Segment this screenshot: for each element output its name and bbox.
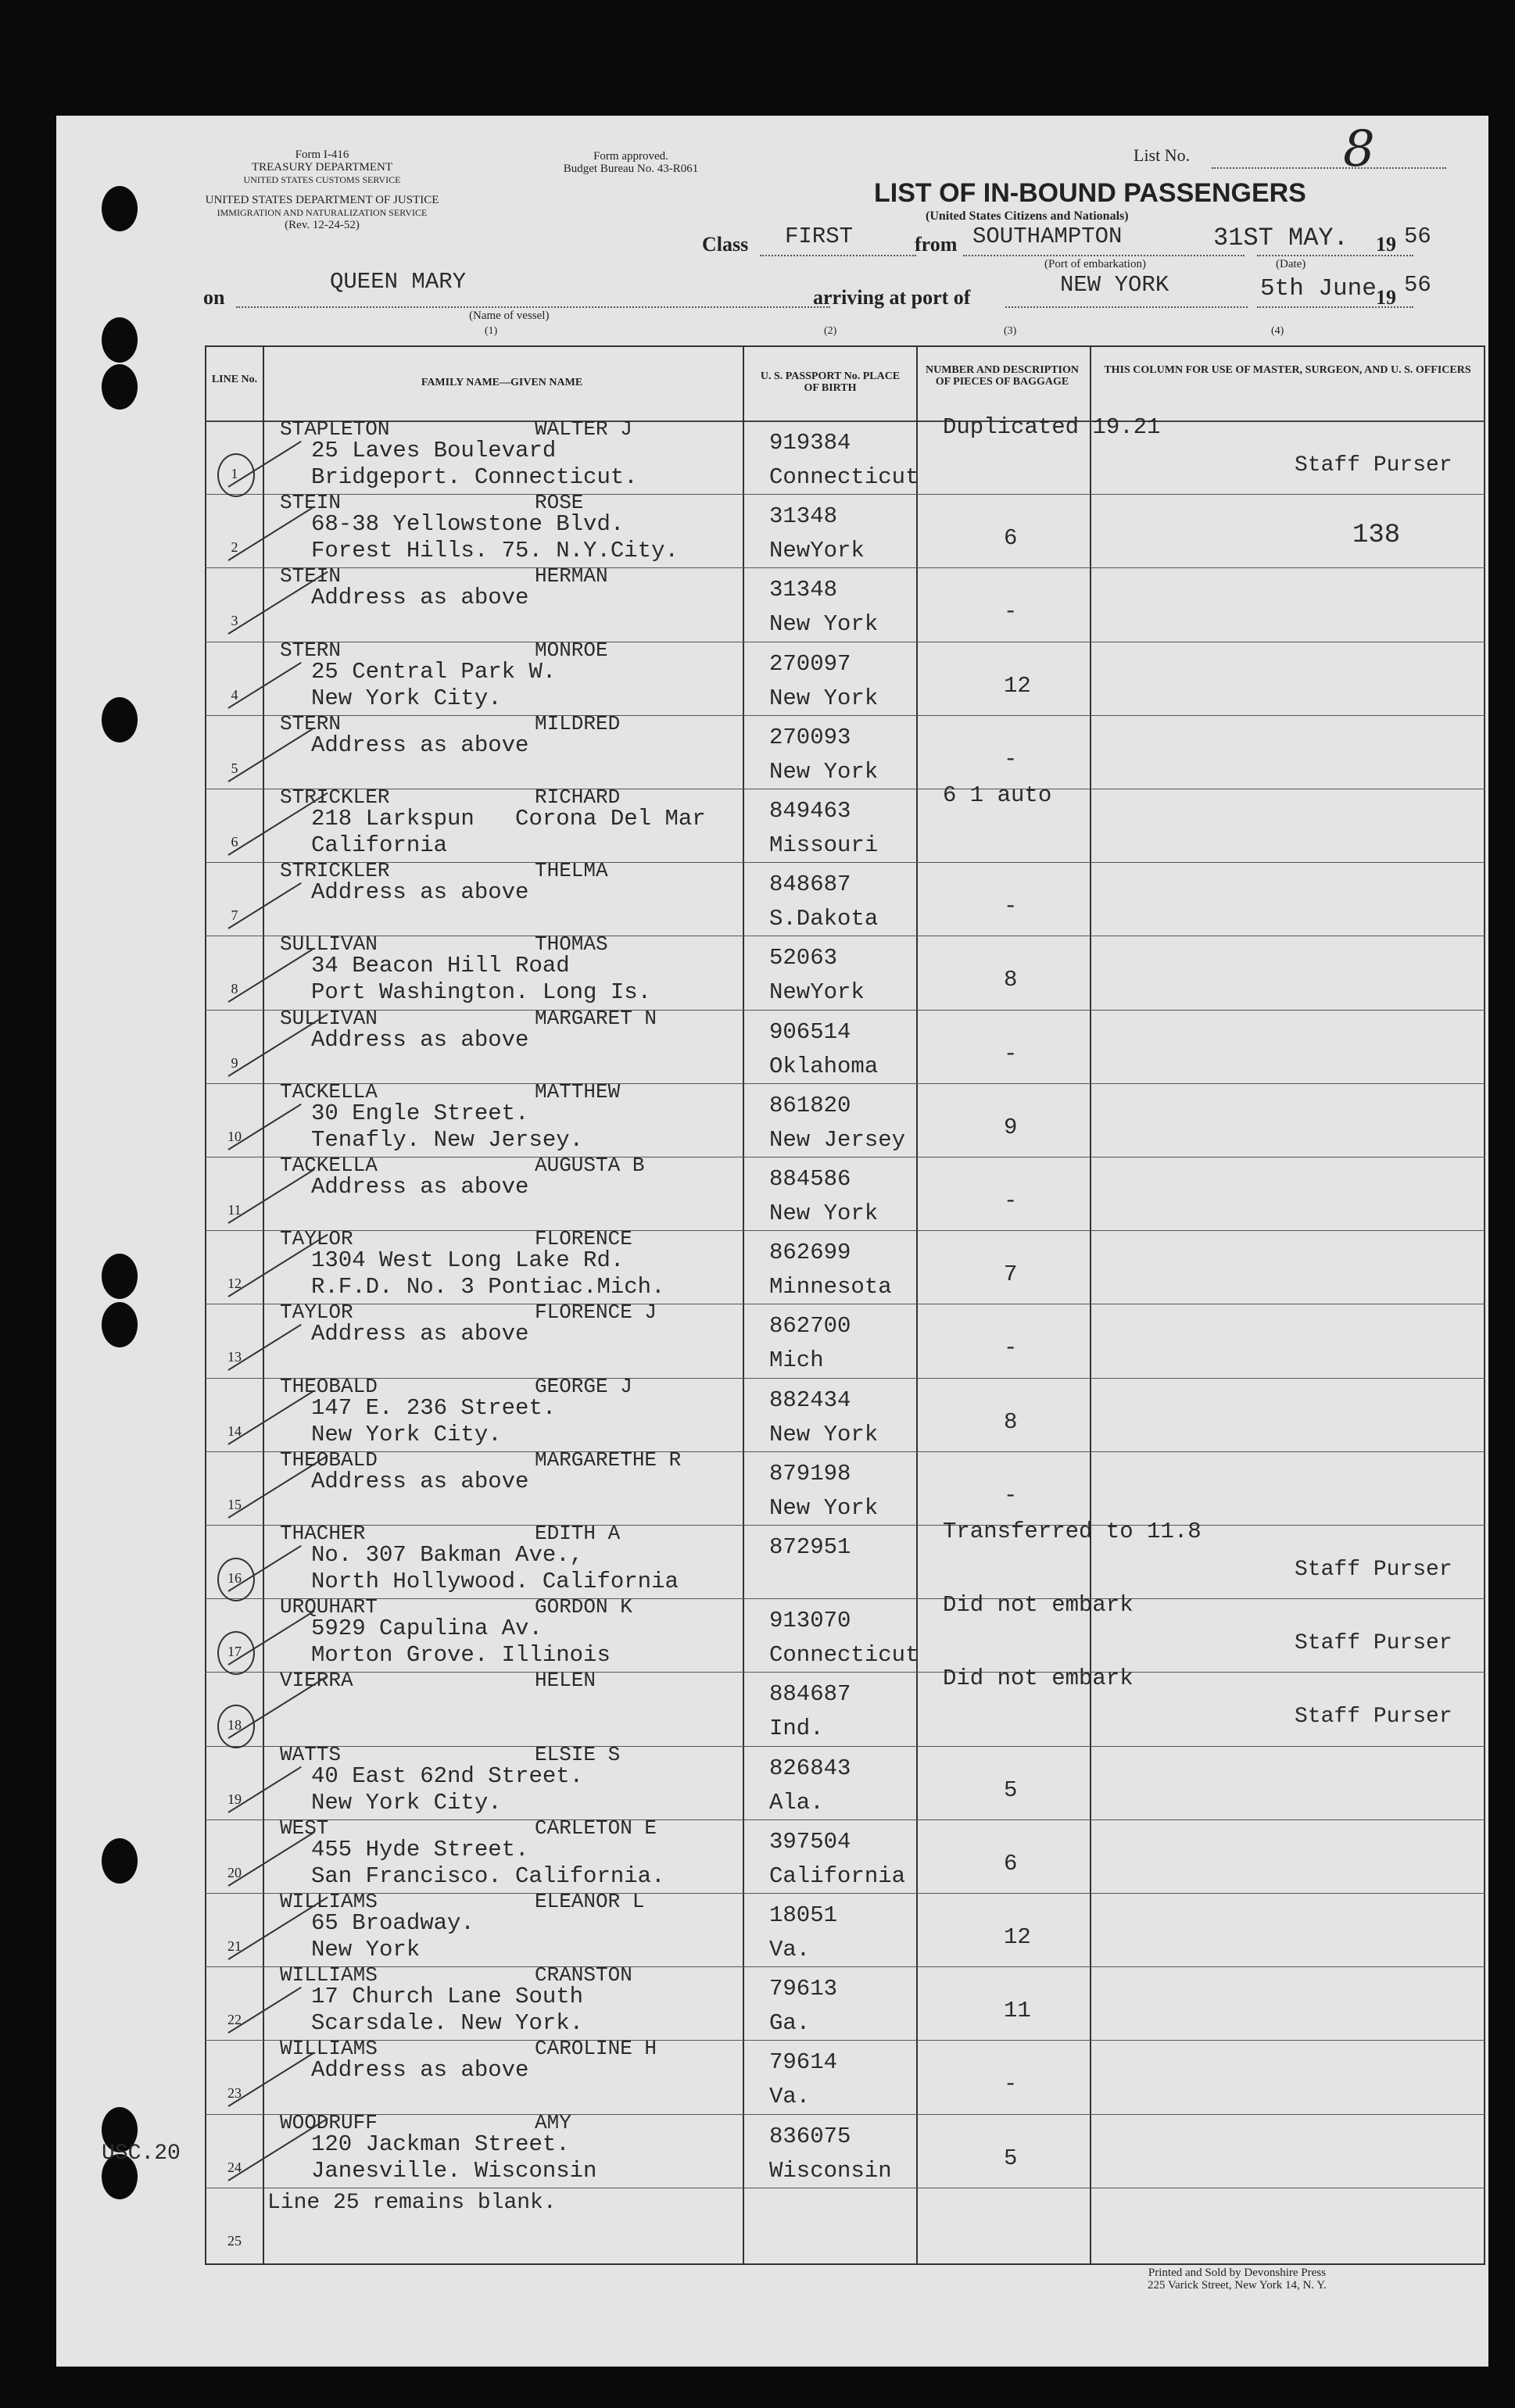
punch-hole bbox=[102, 1838, 138, 1884]
family-name: WILLIAMS bbox=[280, 1890, 378, 1913]
baggage: - bbox=[1004, 599, 1018, 625]
punch-hole bbox=[102, 317, 138, 363]
given-name: CRANSTON bbox=[535, 1963, 632, 1988]
punch-hole bbox=[102, 697, 138, 742]
family-name: SULLIVAN bbox=[280, 1006, 378, 1030]
line-number-circle bbox=[217, 453, 255, 497]
address-line-1: 218 Larkspun Corona Del Mar bbox=[311, 806, 706, 832]
line-number: 12 bbox=[227, 1276, 242, 1292]
row-rule bbox=[205, 862, 1485, 863]
list-no-label: List No. bbox=[1134, 145, 1191, 165]
place-of-birth: Minnesota bbox=[769, 1274, 892, 1301]
address-line-1: 68-38 Yellowstone Blvd. bbox=[311, 511, 625, 538]
baggage: 8 bbox=[1004, 1408, 1018, 1435]
row-rule bbox=[205, 1083, 1485, 1084]
col-no-1: (1) bbox=[485, 325, 498, 337]
passport-number: 879198 bbox=[769, 1460, 851, 1487]
line-number: 7 bbox=[231, 907, 238, 924]
row-rule bbox=[205, 1672, 1485, 1673]
baggage: 8 bbox=[1004, 967, 1018, 993]
row-rule bbox=[205, 2114, 1485, 2115]
address-line-2: North Hollywood. California bbox=[311, 1569, 679, 1594]
address-line-1: Address as above bbox=[311, 2057, 529, 2084]
arrival-port: NEW YORK bbox=[1060, 272, 1169, 298]
line-number: 21 bbox=[227, 1938, 242, 1954]
given-name: MARGARET N bbox=[535, 1006, 657, 1030]
given-name: GORDON K bbox=[535, 1595, 632, 1619]
date-note: (Date) bbox=[1276, 258, 1306, 270]
place-of-birth: Wisconsin bbox=[769, 2157, 892, 2184]
family-name: STERN bbox=[280, 638, 342, 662]
address-line-1: Address as above bbox=[311, 732, 529, 758]
line-number: 9 bbox=[231, 1054, 238, 1071]
passport-number: 31348 bbox=[769, 503, 838, 530]
place-of-birth: New York bbox=[769, 685, 879, 711]
address-line-2: Scarsdale. New York. bbox=[311, 2010, 584, 2037]
col-header-baggage: NUMBER AND DESCRIPTION OF PIECES OF BAGGAGE bbox=[925, 364, 1080, 388]
form-number: Form I-416 bbox=[295, 148, 349, 161]
address-line-1: Address as above bbox=[311, 879, 529, 906]
address-line-2: Port Washington. Long Is. bbox=[311, 979, 652, 1006]
line-number: 17 bbox=[227, 1644, 242, 1660]
address-line-1: 17 Church Lane South bbox=[311, 1984, 584, 2010]
header-bottom-rule bbox=[205, 420, 1485, 422]
address-line-1: Address as above bbox=[311, 1026, 529, 1053]
row-rule bbox=[205, 2040, 1485, 2041]
given-name: AUGUSTA B bbox=[535, 1154, 645, 1177]
officer-note: Staff Purser bbox=[1295, 1631, 1452, 1656]
family-name: SULLIVAN bbox=[280, 932, 378, 957]
officer-note: Staff Purser bbox=[1295, 453, 1452, 478]
address-line-1: 1304 West Long Lake Rd. bbox=[311, 1247, 625, 1274]
address-line-2: R.F.D. No. 3 Pontiac.Mich. bbox=[311, 1274, 665, 1301]
given-name: GEORGE J bbox=[535, 1374, 632, 1398]
given-name: MONROE bbox=[535, 638, 608, 662]
row-rule bbox=[205, 1010, 1485, 1011]
embark-date: 31ST MAY. bbox=[1213, 224, 1348, 252]
form-approved: Form approved. bbox=[593, 150, 668, 163]
baggage: 5 bbox=[1004, 1776, 1018, 1803]
line-number: 23 bbox=[227, 2085, 242, 2102]
col-no-4: (4) bbox=[1271, 325, 1284, 337]
address-line-1: 40 East 62nd Street. bbox=[311, 1762, 584, 1789]
form-id-block bbox=[220, 148, 424, 186]
place-of-birth: New York bbox=[769, 758, 879, 785]
passport-number: 79613 bbox=[769, 1976, 838, 2002]
address-line-2: New York City. bbox=[311, 1421, 502, 1447]
treasury-dept: TREASURY DEPARTMENT bbox=[251, 161, 393, 174]
row-rule bbox=[205, 1746, 1485, 1747]
family-name: TACKELLA bbox=[280, 1079, 378, 1104]
baggage: 6 bbox=[1004, 525, 1018, 552]
place-of-birth: Mich bbox=[769, 1347, 824, 1374]
place-of-birth: New York bbox=[769, 1421, 879, 1447]
baggage: - bbox=[1004, 1040, 1018, 1067]
place-of-birth: S.Dakota bbox=[769, 906, 879, 932]
passport-number: 18051 bbox=[769, 1902, 838, 1928]
passport-number: 884586 bbox=[769, 1166, 851, 1192]
on-label: on bbox=[203, 286, 225, 309]
passport-number: 31348 bbox=[769, 577, 838, 603]
line-number-circle bbox=[217, 1705, 255, 1748]
passport-number: 906514 bbox=[769, 1018, 851, 1045]
col-header-officers: THIS COLUMN FOR USE OF MASTER, SURGEON, AND U. S. OFFICERS bbox=[1104, 364, 1471, 376]
line-number: 8 bbox=[231, 981, 238, 997]
line-number: 1 bbox=[231, 466, 238, 481]
baggage: - bbox=[1004, 746, 1018, 772]
baggage: Did not embark bbox=[943, 1666, 1134, 1692]
given-name: THOMAS bbox=[535, 932, 608, 957]
ins-service: IMMIGRATION AND NATURALIZATION SERVICE bbox=[217, 207, 428, 218]
punch-hole bbox=[102, 364, 138, 410]
family-name: URQUHART bbox=[280, 1595, 378, 1619]
printer-address: 225 Varick Street, New York 14, N. Y. bbox=[1148, 2279, 1327, 2292]
printer-name: Printed and Sold by Devonshire Press bbox=[1148, 2267, 1326, 2279]
line-number: 10 bbox=[227, 1128, 242, 1144]
col-no-3: (3) bbox=[1004, 325, 1017, 337]
passport-number: 836075 bbox=[769, 2123, 851, 2149]
address-line-1: 25 Central Park W. bbox=[311, 658, 557, 685]
address-line-1: 455 Hyde Street. bbox=[311, 1836, 529, 1862]
line-number: 13 bbox=[227, 1349, 242, 1365]
given-name: CARLETON E bbox=[535, 1816, 657, 1840]
col-no-2: (2) bbox=[824, 325, 837, 337]
line-number: 19 bbox=[227, 1791, 242, 1807]
place-of-birth: Ala. bbox=[769, 1789, 824, 1816]
line-number: 22 bbox=[227, 2012, 242, 2028]
given-name: WALTER J bbox=[535, 417, 632, 441]
baggage: - bbox=[1004, 893, 1018, 920]
place-of-birth: NewYork bbox=[769, 538, 865, 564]
passport-number: 52063 bbox=[769, 945, 838, 971]
given-name: EDITH A bbox=[535, 1522, 621, 1545]
line-number: 25 bbox=[227, 2232, 242, 2249]
baggage: 7 bbox=[1004, 1261, 1018, 1288]
passport-number: 862699 bbox=[769, 1240, 851, 1266]
given-name: HERMAN bbox=[535, 564, 608, 589]
punch-hole bbox=[102, 1254, 138, 1299]
vessel-line bbox=[236, 306, 830, 308]
place-of-birth: Missouri bbox=[769, 832, 879, 858]
justice-block bbox=[205, 194, 439, 231]
line-number: 18 bbox=[227, 1717, 242, 1734]
year-prefix: 19 bbox=[1376, 233, 1396, 256]
approval-block bbox=[541, 150, 721, 175]
given-name: ELEANOR L bbox=[535, 1890, 645, 1913]
vessel-note: (Name of vessel) bbox=[469, 309, 550, 322]
list-no-value: 8 bbox=[1343, 120, 1375, 178]
address-line-1: 120 Jackman Street. bbox=[311, 2131, 570, 2157]
list-no-line bbox=[1212, 167, 1446, 169]
line-number: 24 bbox=[227, 2159, 242, 2175]
family-name: STEIN bbox=[280, 564, 342, 589]
address-line-2: New York City. bbox=[311, 685, 502, 711]
line-number: 11 bbox=[227, 1202, 242, 1218]
passport-number: 849463 bbox=[769, 798, 851, 824]
row-rule bbox=[205, 1598, 1485, 1599]
page-subtitle: (United States Citizens and Nationals) bbox=[926, 209, 1129, 223]
row-rule bbox=[205, 567, 1485, 568]
place-of-birth: New York bbox=[769, 1200, 879, 1226]
officer-note: Staff Purser bbox=[1295, 1705, 1452, 1730]
budget-bureau: Budget Bureau No. 43-R061 bbox=[563, 163, 699, 175]
baggage: - bbox=[1004, 1188, 1018, 1214]
class-line bbox=[760, 255, 916, 256]
family-name: WOODRUFF bbox=[280, 2110, 378, 2134]
baggage: 12 bbox=[1004, 1924, 1031, 1950]
row-rule bbox=[205, 715, 1485, 716]
line-number: 14 bbox=[227, 1422, 242, 1439]
address-line-1: Address as above bbox=[311, 1174, 529, 1200]
address-line-1: 25 Laves Boulevard bbox=[311, 438, 557, 463]
from-line bbox=[963, 255, 1245, 256]
embark-year: 56 bbox=[1404, 224, 1431, 249]
vessel-name: QUEEN MARY bbox=[330, 269, 467, 295]
given-name: FLORENCE bbox=[535, 1227, 632, 1251]
justice-dept: UNITED STATES DEPARTMENT OF JUSTICE bbox=[205, 194, 439, 206]
row-rule bbox=[205, 1378, 1485, 1379]
printer-credit bbox=[1148, 2267, 1327, 2292]
arrival-year: 56 bbox=[1404, 272, 1431, 298]
family-name: STRICKLER bbox=[280, 859, 390, 883]
baggage: 6 1 auto bbox=[943, 782, 1052, 808]
page-title: LIST OF IN-BOUND PASSENGERS bbox=[874, 178, 1306, 208]
passport-number: 848687 bbox=[769, 871, 851, 898]
officer-note: 138 bbox=[1352, 521, 1401, 551]
place-of-birth: California bbox=[769, 1862, 906, 1889]
line-number: 4 bbox=[231, 686, 238, 703]
given-name: ROSE bbox=[535, 491, 584, 515]
port-embark-note: (Port of embarkation) bbox=[1044, 258, 1146, 270]
baggage: Transferred to 11.8 bbox=[943, 1519, 1202, 1544]
baggage: Did not embark bbox=[943, 1592, 1134, 1619]
family-name: THEOBALD bbox=[280, 1374, 378, 1398]
address-line-1: 65 Broadway. bbox=[311, 1910, 475, 1936]
given-name: HELEN bbox=[535, 1669, 596, 1693]
form-revision: (Rev. 12-24-52) bbox=[285, 219, 360, 231]
row-rule bbox=[205, 1451, 1485, 1452]
family-name: STAPLETON bbox=[280, 417, 390, 441]
class-value: FIRST bbox=[785, 224, 854, 249]
line-number: 6 bbox=[231, 834, 238, 850]
baggage: Duplicated 19.21 bbox=[943, 414, 1161, 440]
family-name: STERN bbox=[280, 711, 342, 735]
family-name: STRICKLER bbox=[280, 785, 390, 809]
address-line-1: Address as above bbox=[311, 1468, 529, 1494]
place-of-birth: Va. bbox=[769, 2084, 811, 2110]
family-name: THEOBALD bbox=[280, 1447, 378, 1472]
given-name: FLORENCE J bbox=[535, 1301, 657, 1325]
place-of-birth: Ind. bbox=[769, 1716, 824, 1742]
class-label: Class bbox=[702, 233, 749, 256]
row-rule bbox=[205, 1893, 1485, 1894]
baggage: - bbox=[1004, 1335, 1018, 1361]
baggage: 6 bbox=[1004, 1850, 1018, 1877]
punch-hole bbox=[102, 1302, 138, 1347]
address-line-2: Forest Hills. 75. N.Y.City. bbox=[311, 538, 679, 564]
family-name: WATTS bbox=[280, 1742, 342, 1766]
arrival-year-prefix: 19 bbox=[1376, 286, 1396, 309]
family-name: VIERRA bbox=[280, 1669, 353, 1693]
passport-number: 79614 bbox=[769, 2049, 838, 2076]
place-of-birth: NewYork bbox=[769, 979, 865, 1006]
officer-note: Staff Purser bbox=[1295, 1558, 1452, 1582]
baggage: 12 bbox=[1004, 672, 1031, 699]
family-name: WEST bbox=[280, 1816, 329, 1840]
given-name: ELSIE S bbox=[535, 1742, 621, 1766]
line-number: 5 bbox=[231, 760, 238, 776]
passport-number: 826843 bbox=[769, 1755, 851, 1781]
given-name: MARGARETHE R bbox=[535, 1447, 682, 1472]
place-of-birth: New Jersey bbox=[769, 1126, 906, 1153]
passport-number: 884687 bbox=[769, 1681, 851, 1708]
line-number: 3 bbox=[231, 613, 238, 629]
from-label: from bbox=[915, 233, 958, 256]
blank-line-note: Line 25 remains blank. bbox=[267, 2190, 557, 2215]
col-header-name: FAMILY NAME—GIVEN NAME bbox=[421, 377, 583, 388]
given-name: THELMA bbox=[535, 859, 608, 883]
given-name: CAROLINE H bbox=[535, 2037, 657, 2061]
address-line-2: New York bbox=[311, 1937, 421, 1963]
place-of-birth: Ga. bbox=[769, 2010, 811, 2037]
given-name: MILDRED bbox=[535, 711, 621, 735]
address-line-1: Address as above bbox=[311, 585, 529, 611]
family-name: WILLIAMS bbox=[280, 2037, 378, 2061]
given-name: AMY bbox=[535, 2110, 571, 2134]
manifest-page bbox=[56, 116, 1488, 2367]
passport-number: 270093 bbox=[769, 724, 851, 750]
address-line-2: Tenafly. New Jersey. bbox=[311, 1126, 584, 1153]
family-name: TAYLOR bbox=[280, 1301, 353, 1325]
address-line-2: Bridgeport. Connecticut. bbox=[311, 464, 638, 490]
address-line-1: 5929 Capulina Av. bbox=[311, 1615, 543, 1642]
passport-number: 862700 bbox=[769, 1313, 851, 1340]
passport-number: 913070 bbox=[769, 1608, 851, 1634]
place-of-birth: Va. bbox=[769, 1937, 811, 1963]
line-number: 20 bbox=[227, 1864, 242, 1880]
address-line-2: Janesville. Wisconsin bbox=[311, 2157, 597, 2184]
row-rule bbox=[205, 1819, 1485, 1820]
family-name: WILLIAMS bbox=[280, 1963, 378, 1988]
given-name: RICHARD bbox=[535, 785, 621, 809]
col-header-line-no: LINE No. bbox=[211, 374, 258, 385]
given-name: MATTHEW bbox=[535, 1079, 621, 1104]
row-rule bbox=[205, 1966, 1485, 1967]
customs-service: UNITED STATES CUSTOMS SERVICE bbox=[243, 174, 401, 185]
passport-number: 872951 bbox=[769, 1534, 851, 1560]
passport-number: 919384 bbox=[769, 430, 851, 456]
address-line-1: 34 Beacon Hill Road bbox=[311, 953, 570, 979]
arrival-port-line bbox=[1005, 306, 1248, 308]
passport-number: 861820 bbox=[769, 1092, 851, 1118]
line-number: 2 bbox=[231, 539, 238, 556]
passport-number: 397504 bbox=[769, 1828, 851, 1855]
passport-number: 270097 bbox=[769, 650, 851, 677]
place-of-birth: Connecticut bbox=[769, 464, 919, 490]
address-line-1: 30 Engle Street. bbox=[311, 1100, 529, 1126]
address-line-1: No. 307 Bakman Ave., bbox=[311, 1542, 584, 1568]
family-name: TACKELLA bbox=[280, 1154, 378, 1177]
baggage: 11 bbox=[1004, 1998, 1031, 2024]
baggage: 9 bbox=[1004, 1114, 1018, 1140]
punch-hole bbox=[102, 186, 138, 231]
line-number-circle bbox=[217, 1558, 255, 1601]
address-line-2: San Francisco. California. bbox=[311, 1862, 665, 1889]
port-of-embarkation: SOUTHAMPTON bbox=[972, 224, 1123, 249]
row-rule bbox=[205, 1230, 1485, 1231]
passport-number: 882434 bbox=[769, 1386, 851, 1413]
row-rule bbox=[205, 494, 1485, 495]
margin-stamp: USC.20 bbox=[102, 2141, 181, 2166]
line-number: 16 bbox=[227, 1570, 242, 1586]
address-line-2: Morton Grove. Illinois bbox=[311, 1642, 611, 1669]
family-name: THACHER bbox=[280, 1522, 366, 1545]
place-of-birth: New York bbox=[769, 1494, 879, 1521]
family-name: TAYLOR bbox=[280, 1227, 353, 1251]
col-header-passport: U. S. PASSPORT No. PLACE OF BIRTH bbox=[760, 370, 901, 394]
baggage: 5 bbox=[1004, 2145, 1018, 2171]
address-line-1: Address as above bbox=[311, 1321, 529, 1347]
arrival-date: 5th June bbox=[1260, 275, 1377, 302]
address-line-2: California bbox=[311, 832, 448, 858]
address-line-1: 147 E. 236 Street. bbox=[311, 1394, 557, 1421]
baggage: - bbox=[1004, 2071, 1018, 2098]
place-of-birth: Oklahoma bbox=[769, 1053, 879, 1079]
line-number-circle bbox=[217, 1631, 255, 1675]
place-of-birth: Connecticut bbox=[769, 1642, 919, 1669]
place-of-birth: New York bbox=[769, 611, 879, 638]
baggage: - bbox=[1004, 1482, 1018, 1508]
row-rule bbox=[205, 1525, 1485, 1526]
line-number: 15 bbox=[227, 1496, 242, 1512]
address-line-2: New York City. bbox=[311, 1789, 502, 1816]
arriving-label: arriving at port of bbox=[813, 286, 971, 309]
family-name: STEIN bbox=[280, 491, 342, 515]
